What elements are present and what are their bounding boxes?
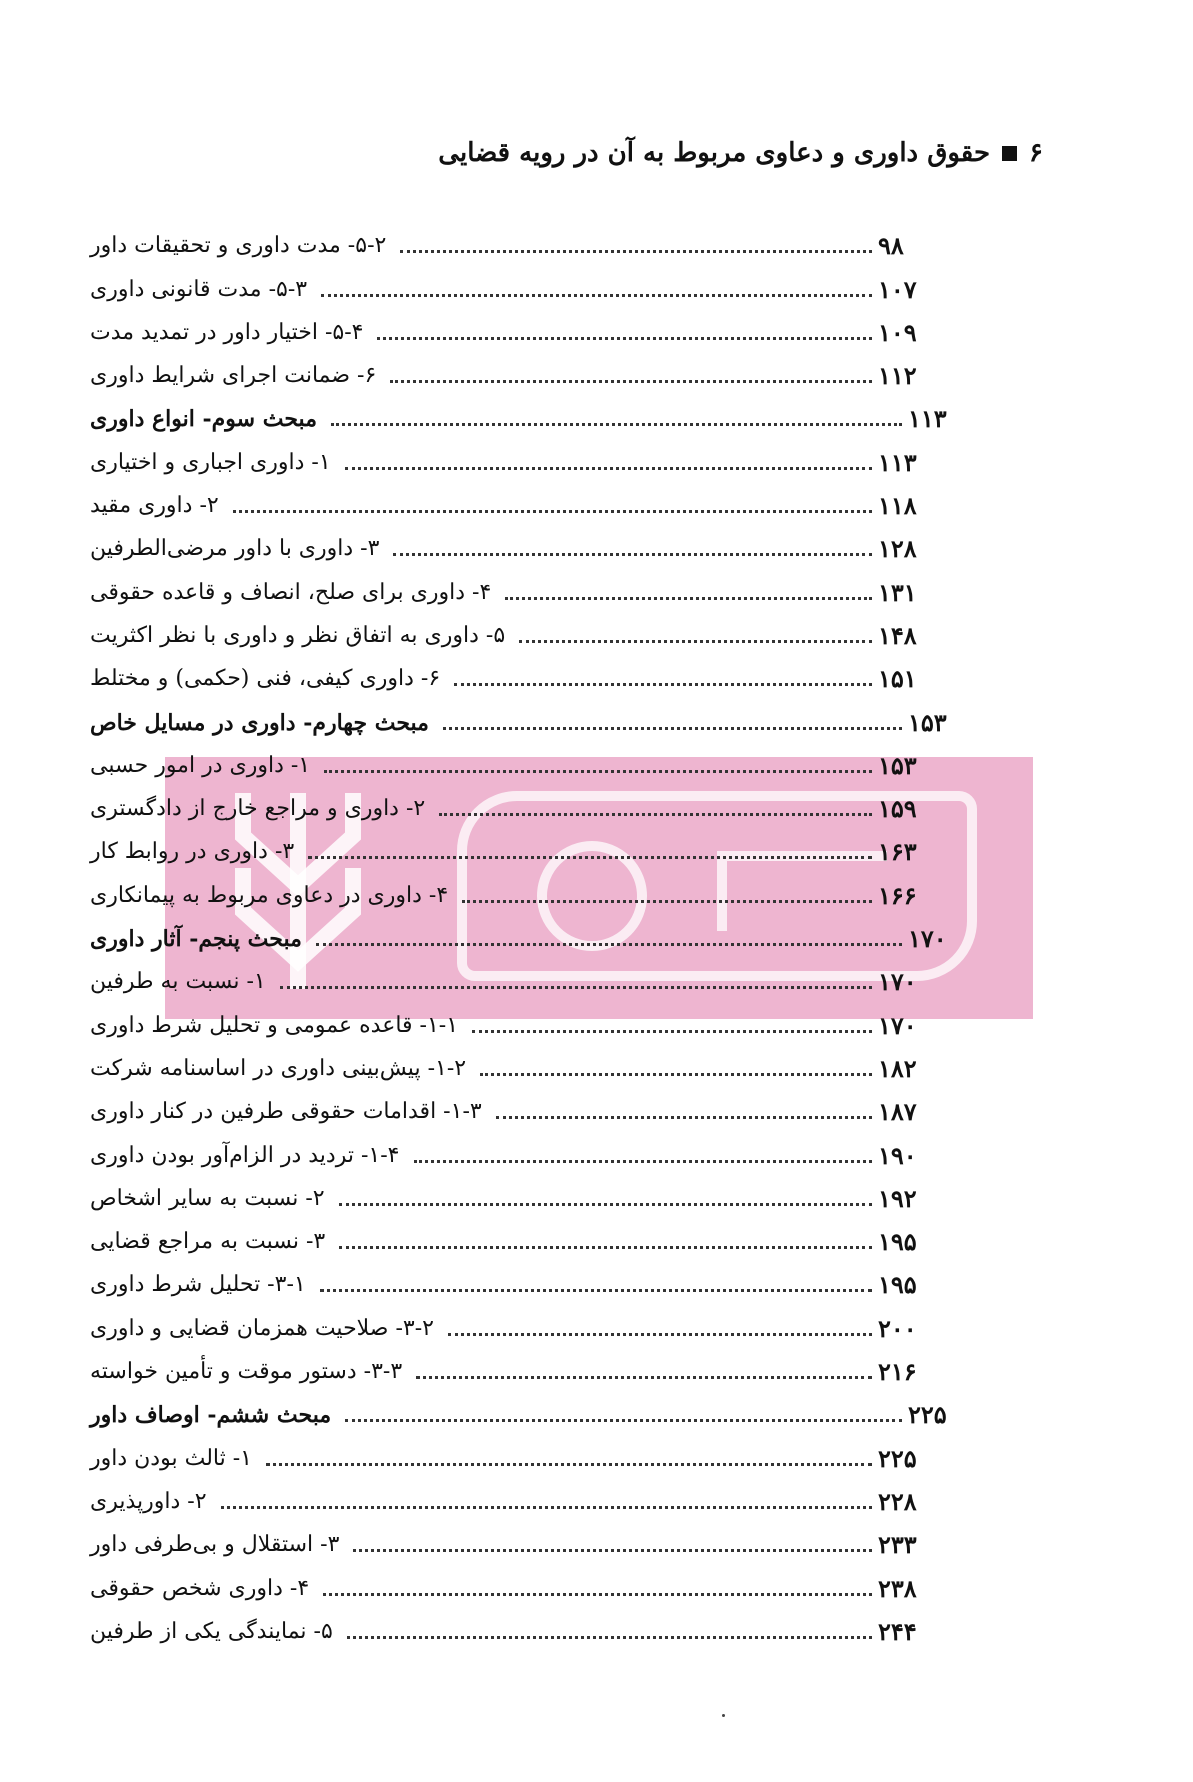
- toc-entry-label: مبحث سوم- انواع داوری: [90, 406, 317, 433]
- dot-leader: [339, 1203, 872, 1206]
- toc-entry-label: ۳-۱- تحلیل شرط داوری: [90, 1272, 306, 1298]
- toc-entry-label: ۲- داوری و مراجع خارج از دادگستری: [90, 796, 426, 822]
- toc-entry-row: [90, 1127, 970, 1170]
- toc-entry-row: [90, 1344, 970, 1387]
- toc-entry-label: ۴- داوری برای صلح، انصاف و قاعده حقوقی: [90, 579, 492, 605]
- dot-leader: [320, 1289, 872, 1292]
- toc-entry-label: ۳-۳- دستور موقت و تأمین خواسته: [90, 1359, 403, 1385]
- toc-entry-label: مبحث چهارم- داوری در مسایل خاص: [90, 709, 429, 736]
- toc-heading-row: [90, 911, 970, 954]
- toc-entry-row: [90, 348, 970, 391]
- toc-entry-row: [90, 564, 970, 607]
- toc-entry-row: [90, 1560, 970, 1603]
- toc-entry-row: [90, 1300, 970, 1343]
- dot-leader: [347, 1636, 872, 1639]
- toc-entry-row: [90, 1084, 970, 1127]
- dot-leader: [400, 250, 872, 253]
- toc-page-number: ۱۷۰: [878, 1010, 917, 1040]
- toc-entry-row: [90, 1214, 970, 1257]
- running-header: [438, 138, 1043, 168]
- toc-page-number: ۱۶۳: [878, 837, 917, 867]
- toc-entry-row: [90, 218, 970, 261]
- toc-page-number: ۲۰۰: [878, 1313, 917, 1343]
- toc-page-number: ۱۹۰: [878, 1140, 917, 1170]
- black-square-icon: [1002, 146, 1017, 161]
- toc-page-number: ۱۷۰: [908, 924, 947, 954]
- dot-leader: [280, 986, 872, 989]
- toc-entry-label: مبحث ششم- اوصاف داور: [90, 1402, 332, 1429]
- toc-page-number: ۱۱۳: [908, 404, 947, 434]
- dot-leader: [345, 467, 872, 470]
- toc-heading-row: [90, 1387, 970, 1430]
- toc-page-number: ۱۴۸: [878, 620, 917, 650]
- toc-page-number: ۱۰۹: [878, 317, 917, 347]
- toc-entry-label: ۵- نمایندگی یکی از طرفین: [90, 1618, 333, 1644]
- toc-entry-label: ۲- نسبت به سایر اشخاص: [90, 1185, 325, 1211]
- toc-page-number: ۱۲۸: [878, 534, 917, 564]
- toc-page-number: ۱۱۸: [878, 491, 917, 521]
- toc-entry-label: ۳- استقلال و بی‌طرفی داور: [90, 1532, 340, 1558]
- toc-page-number: ۱۵۱: [878, 664, 917, 694]
- toc-page-number: ۲۱۶: [878, 1357, 917, 1387]
- toc-entry-label: ۳- نسبت به مراجع قضایی: [90, 1229, 326, 1255]
- dot-leader: [443, 727, 902, 730]
- toc-page-number: ۱۵۳: [878, 750, 917, 780]
- toc-entry-label: مبحث پنجم- آثار داوری: [90, 926, 302, 953]
- dot-leader: [316, 943, 902, 946]
- dot-leader: [393, 553, 872, 556]
- toc-entry-label: ۲- داوری مقید: [90, 493, 219, 519]
- toc-page-number: ۱۷۰: [878, 967, 917, 997]
- toc-heading-row: [90, 694, 970, 737]
- toc-entry-row: [90, 824, 970, 867]
- toc-entry-row: [90, 1430, 970, 1473]
- toc-entry-label: ۳-۲- صلاحیت همزمان قضایی و داوری: [90, 1315, 434, 1341]
- toc-entry-row: [90, 997, 970, 1040]
- toc-entry-row: [90, 1517, 970, 1560]
- dot-leader: [323, 1593, 872, 1596]
- toc-entry-label: ۱-۳- اقدامات حقوقی طرفین در کنار داوری: [90, 1099, 482, 1125]
- toc-entry-row: [90, 1041, 970, 1084]
- dot-leader: [331, 423, 902, 426]
- print-speck: [722, 1714, 725, 1717]
- toc-page-number: ۱۹۵: [878, 1227, 917, 1257]
- toc-entry-label: ۵- داوری به اتفاق نظر و داوری با نظر اکثریت: [90, 622, 506, 648]
- toc-entry-row: [90, 305, 970, 348]
- toc-page-number: ۱۹۵: [878, 1270, 917, 1300]
- dot-leader: [454, 683, 872, 686]
- toc-page-number: ۱۹۲: [878, 1183, 917, 1213]
- toc-entry-row: [90, 651, 970, 694]
- toc-page-number: ۱۵۳: [908, 707, 947, 737]
- toc-entry-row: [90, 478, 970, 521]
- toc-page-number: ۱۸۲: [878, 1053, 917, 1083]
- toc-page-number: ۲۲۵: [878, 1443, 917, 1473]
- toc-page-number: ۲۲۸: [878, 1486, 917, 1516]
- toc-heading-row: [90, 391, 970, 434]
- toc-entry-label: ۵-۳- مدت قانونی داوری: [90, 276, 308, 302]
- dot-leader: [448, 1333, 872, 1336]
- toc-page-number: ۱۱۳: [878, 447, 917, 477]
- toc-entry-label: ۵-۲- مدت داوری و تحقیقات داور: [90, 233, 387, 259]
- toc-entry-row: [90, 521, 970, 564]
- toc-page-number: ۱۳۱: [878, 577, 917, 607]
- toc-entry-label: ۲- داورپذیری: [90, 1488, 207, 1514]
- toc-entry-label: ۱- ثالث بودن داور: [90, 1445, 252, 1471]
- dot-leader: [353, 1549, 872, 1552]
- toc-page-number: ۱۰۷: [878, 274, 917, 304]
- dot-leader: [462, 900, 872, 903]
- toc-entry-row: [90, 434, 970, 477]
- toc-page-number: ۹۸: [878, 231, 904, 261]
- dot-leader: [308, 856, 872, 859]
- dot-leader: [472, 1030, 872, 1033]
- dot-leader: [505, 597, 872, 600]
- dot-leader: [377, 337, 872, 340]
- toc-entry-label: ۳- داوری در روابط کار: [90, 839, 295, 865]
- dot-leader: [519, 640, 872, 643]
- dot-leader: [345, 1419, 902, 1422]
- dot-leader: [439, 813, 872, 816]
- dot-leader: [416, 1376, 872, 1379]
- toc-entry-label: ۱- داوری در امور حسبی: [90, 752, 311, 778]
- toc-entry-row: [90, 1474, 970, 1517]
- toc-page-number: ۲۲۵: [908, 1400, 947, 1430]
- toc-entry-label: ۶- داوری کیفی، فنی (حکمی) و مختلط: [90, 666, 441, 692]
- toc-entry-label: ۱- نسبت به طرفین: [90, 969, 266, 995]
- toc-entry-row: [90, 608, 970, 651]
- toc-page-number: ۱۱۲: [878, 361, 917, 391]
- toc-entry-label: ۶- ضمانت اجرای شرایط داوری: [90, 363, 377, 389]
- dot-leader: [496, 1116, 872, 1119]
- toc-entry-label: ۱-۲- پیش‌بینی داوری در اساسنامه شرکت: [90, 1055, 467, 1081]
- toc-page-number: ۱۸۷: [878, 1097, 917, 1127]
- dot-leader: [324, 770, 872, 773]
- toc-entry-row: [90, 1171, 970, 1214]
- dot-leader: [233, 510, 872, 513]
- dot-leader: [339, 1246, 872, 1249]
- toc-entry-row: [90, 781, 970, 824]
- toc-entry-row: [90, 261, 970, 304]
- table-of-contents: [90, 218, 970, 1647]
- toc-page-number: ۲۳۸: [878, 1573, 917, 1603]
- toc-entry-label: ۱- داوری اجباری و اختیاری: [90, 449, 331, 475]
- toc-entry-row: [90, 867, 970, 910]
- toc-entry-row: [90, 1257, 970, 1300]
- toc-page-number: ۲۳۳: [878, 1530, 917, 1560]
- toc-entry-label: ۱-۴- تردید در الزام‌آور بودن داوری: [90, 1142, 400, 1168]
- dot-leader: [221, 1506, 872, 1509]
- page-number: ۶: [1029, 138, 1043, 168]
- book-title: حقوق داوری و دعاوی مربوط به آن در رویه قضایی: [438, 138, 991, 168]
- toc-page-number: ۱۶۶: [878, 880, 917, 910]
- dot-leader: [266, 1463, 872, 1466]
- toc-entry-row: [90, 738, 970, 781]
- toc-page-number: ۱۵۹: [878, 794, 917, 824]
- dot-leader: [414, 1160, 873, 1163]
- toc-page-number: ۲۴۴: [878, 1616, 917, 1646]
- dot-leader: [480, 1073, 872, 1076]
- dot-leader: [321, 294, 872, 297]
- toc-entry-label: ۵-۴- اختیار داور در تمدید مدت: [90, 319, 364, 345]
- toc-entry-label: ۴- داوری در دعاوی مربوط به پیمانکاری: [90, 882, 449, 908]
- toc-entry-row: [90, 954, 970, 997]
- dot-leader: [390, 380, 872, 383]
- toc-entry-label: ۴- داوری شخص حقوقی: [90, 1575, 310, 1601]
- toc-entry-label: ۱-۱- قاعده عمومی و تحلیل شرط داوری: [90, 1012, 459, 1038]
- toc-entry-row: [90, 1604, 970, 1647]
- toc-entry-label: ۳- داوری با داور مرضی‌الطرفین: [90, 536, 380, 562]
